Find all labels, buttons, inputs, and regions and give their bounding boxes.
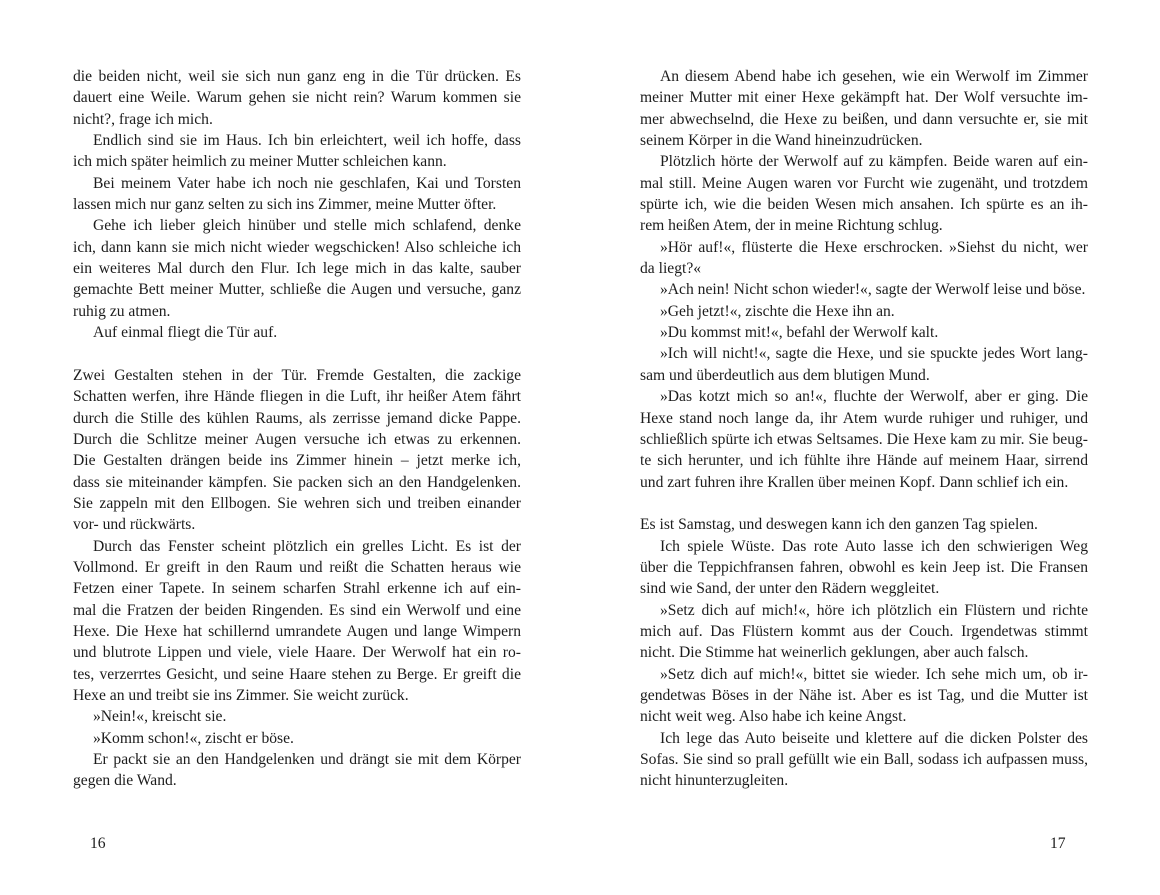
text-line: spürte ich, wie die beiden Wesen mich ansahen. Ich spürte es an ih- bbox=[640, 196, 1088, 214]
text-line: Durch das Fenster scheint plötzlich ein grelles Licht. Es ist der bbox=[93, 537, 521, 555]
text-line: dass sie miteinander kämpfen. Sie packen sich an den Handgelenken. bbox=[73, 473, 521, 491]
text-line: »Setz dich auf mich!«, bittet sie wieder. Ich sehe mich um, ob ir- bbox=[660, 665, 1088, 683]
page-number-right: 17 bbox=[1050, 835, 1066, 852]
text-line: Auf einmal fliegt die Tür auf. bbox=[93, 324, 278, 342]
text-line: Durch die Schlitze meiner Augen versuche ich etwas zu erkennen. bbox=[73, 430, 521, 448]
left-page-text bbox=[73, 66, 521, 826]
text-line: Die Gestalten drängen beide ins Zimmer hinein – jetzt merke ich, bbox=[73, 452, 521, 470]
text-line: Ich lege das Auto beiseite und klettere auf die dicken Polster des bbox=[660, 729, 1088, 747]
text-line: lassen mich nur ganz selten zu sich ins Zimmer, meine Mutter öfter. bbox=[73, 196, 497, 214]
text-line: Vollmond. Er greift in den Raum und reißt die Schatten heraus wie bbox=[73, 558, 521, 576]
section-break bbox=[73, 343, 521, 364]
text-line: Bei meinem Vater habe ich noch nie geschlafen, Kai und Torsten bbox=[93, 174, 521, 192]
text-line: Er packt sie an den Handgelenken und drängt sie mit dem Körper bbox=[93, 751, 521, 768]
text-line: Fetzen einer Tapete. In seinem scharfen Strahl erkenne ich auf ein- bbox=[73, 580, 521, 598]
text-line: meiner Mutter mit einer Hexe gekämpft hat. Der Wolf versuchte im- bbox=[640, 89, 1088, 107]
text-line: sind wie Sand, der unter den Rädern weggleitet. bbox=[640, 580, 940, 598]
text-line: te sich herunter, und ich fühlte ihre Hände auf meinem Haar, sirrend bbox=[640, 452, 1088, 470]
text-line: Schatten werfen, ihre Hände fliegen in die Luft, ihr heißer Atem fährt bbox=[73, 388, 521, 406]
text-line: und zart fuhren ihre Krallen über meinen Kopf. Dann schlief ich ein. bbox=[640, 473, 1069, 491]
text-line: tes, verzerrtes Gesicht, und seine Haare stehen zu Berge. Er greift die bbox=[73, 665, 521, 683]
text-line: mich auf. Das Flüstern kommt aus der Couch. Irgendetwas stimmt bbox=[640, 622, 1088, 640]
text-line: Plötzlich hörte der Werwolf auf zu kämpfen. Beide waren auf ein- bbox=[660, 153, 1088, 171]
text-line: nicht. Die Stimme hat weinerlich geklungen, aber auch falsch. bbox=[640, 644, 1029, 662]
text-line: »Komm schon!«, zischt er böse. bbox=[93, 729, 294, 747]
text-line: Hexe an und treibt sie ins Zimmer. Sie weicht zurück. bbox=[73, 686, 409, 704]
text-line: dauert eine Weile. Warum gehen sie nicht rein? Warum kommen sie bbox=[73, 89, 521, 107]
text-line: mer abwechselnd, die Hexe zu beißen, und dann versuchte er, sie mit bbox=[640, 110, 1088, 128]
text-line: »Setz dich auf mich!«, höre ich plötzlich ein Flüstern und richte bbox=[660, 601, 1088, 619]
text-line: Sofas. Sie sind so prall gefüllt wie ein Ball, sodass ich aufpassen muss, bbox=[640, 751, 1088, 768]
text-line: nicht hinunterzugleiten. bbox=[640, 772, 789, 790]
text-line: sam und überdeutlich aus dem blutigen Mund. bbox=[640, 366, 930, 384]
text-line: »Nein!«, kreischt sie. bbox=[93, 708, 227, 726]
text-line: Sie zappeln mit den Ellbogen. Sie wehren sich und treiben einander bbox=[73, 494, 521, 512]
text-line: »Ich will nicht!«, sagte die Hexe, und sie spuckte jedes Wort lang- bbox=[660, 345, 1088, 363]
text-line: ich, dann kann sie mich nicht wieder wegschicken! Also schleiche ich bbox=[73, 238, 521, 256]
text-line: mal still. Meine Augen waren vor Furcht wie zugenäht, und trotzdem bbox=[640, 174, 1088, 192]
page-number-left: 16 bbox=[90, 835, 106, 852]
section-break bbox=[640, 493, 1088, 514]
text-line: ruhig zu atmen. bbox=[73, 302, 171, 320]
text-line: »Du kommst mit!«, befahl der Werwolf kalt. bbox=[660, 324, 939, 342]
text-line: ein weiteres Mal durch den Flur. Ich lege mich in das kalte, sauber bbox=[73, 260, 521, 278]
text-line: Gehe ich lieber gleich hinüber und stelle mich schlafend, denke bbox=[93, 217, 521, 235]
text-line: die beiden nicht, weil sie sich nun ganz eng in die Tür drücken. Es bbox=[73, 68, 521, 85]
text-line: schließlich spürte ich etwas Seltsames. Die Hexe kam zu mir. Sie beug- bbox=[640, 430, 1088, 448]
text-line: »Das kotzt mich so an!«, fluchte der Werwolf, aber er ging. Die bbox=[660, 388, 1088, 406]
text-line: gemachte Bett meiner Mutter, schließe die Augen und versuche, ganz bbox=[73, 281, 521, 299]
text-line: Hexe. Die Hexe hat schillernd umrandete Augen und lange Wimpern bbox=[73, 622, 521, 640]
text-line: Zwei Gestalten stehen in der Tür. Fremde Gestalten, die zackige bbox=[73, 366, 521, 384]
text-line: gegen die Wand. bbox=[73, 772, 177, 790]
text-line: nicht weit weg. Also habe ich keine Angst. bbox=[640, 708, 907, 726]
text-line: »Hör auf!«, flüsterte die Hexe erschrocken. »Siehst du nicht, wer bbox=[660, 238, 1088, 256]
text-line: da liegt?« bbox=[640, 260, 702, 278]
text-line: ich mich später heimlich zu meiner Mutter schleichen kann. bbox=[73, 153, 447, 171]
text-line: Hexe stand noch lange da, ihr Atem wurde ruhiger und ruhiger, und bbox=[640, 409, 1088, 427]
text-line: nicht?, frage ich mich. bbox=[73, 110, 213, 128]
text-line: »Ach nein! Nicht schon wieder!«, sagte der Werwolf leise und böse. bbox=[660, 281, 1086, 299]
text-line: über die Teppichfransen fahren, obwohl es kein Jeep ist. Die Fransen bbox=[640, 558, 1088, 576]
text-line: und blutrote Lippen und viele, viele Haare. Der Werwolf hat ein ro- bbox=[73, 644, 521, 662]
text-line: rem heißen Atem, der in meine Richtung schlug. bbox=[640, 217, 943, 235]
text-line: An diesem Abend habe ich gesehen, wie ein Werwolf im Zimmer bbox=[660, 68, 1088, 85]
text-line: durch die Stille des kühlen Raums, als zerrisse jemand dicke Pappe. bbox=[73, 409, 521, 427]
text-line: Endlich sind sie im Haus. Ich bin erleichtert, weil ich hoffe, dass bbox=[93, 132, 521, 150]
text-line: Ich spiele Wüste. Das rote Auto lasse ich den schwierigen Weg bbox=[660, 537, 1088, 555]
text-line: Es ist Samstag, und deswegen kann ich den ganzen Tag spielen. bbox=[640, 516, 1038, 534]
text-line: vor- und rückwärts. bbox=[73, 516, 196, 534]
text-line: gendetwas Böses in der Nähe ist. Aber es ist Tag, und die Mutter ist bbox=[640, 686, 1088, 704]
text-line: seinem Körper in die Wand hineinzudrücken. bbox=[640, 132, 923, 150]
text-line: mal die Fratzen der beiden Ringenden. Es sind ein Werwolf und eine bbox=[73, 601, 521, 619]
right-page-text bbox=[640, 66, 1088, 826]
text-line: »Geh jetzt!«, zischte die Hexe ihn an. bbox=[660, 302, 895, 320]
